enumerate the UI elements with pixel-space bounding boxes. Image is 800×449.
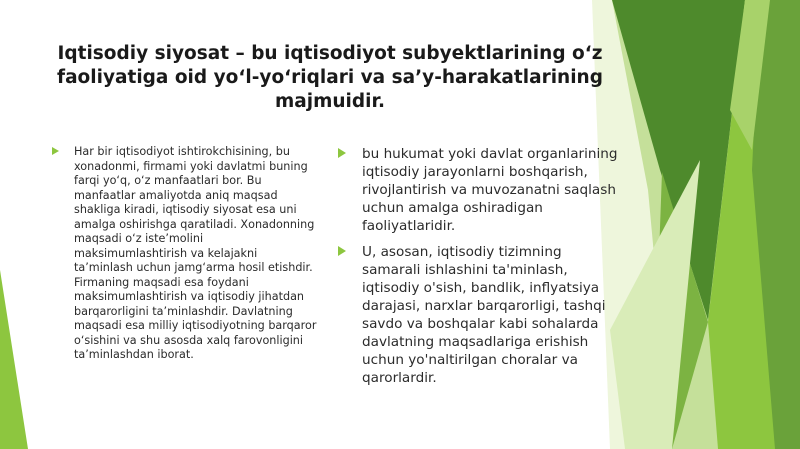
left-edge-facet <box>0 270 28 449</box>
slide-title: Iqtisodiy siyosat – bu iqtisodiyot subyektlarining o‘z faoliyatiga oid yo‘l-yo‘riqlari va sa’y-harakatlarining majmuidir. <box>57 43 603 112</box>
right-bullet-list <box>338 145 618 395</box>
right-bullet-text: bu hukumat yoki davlat organlarining iqtisodiy jarayonlarni boshqarish, rivojlantirish va muvozanatni saqlash uchun amalga oshiradigan faoliyatlaridir. <box>362 146 618 234</box>
triangle-bullet-icon <box>338 148 346 158</box>
right-bullet-item-purpose <box>338 243 618 387</box>
left-bullet-list <box>52 145 317 363</box>
left-bullet-text: Har bir iqtisodiyot ishtirokchisining, bu xonadonmi, firmami yoki davlatmi buning farqi yo‘q, o‘z manfaatlari bor. Bu manfaatlar amaliyotda aniq maqsad shakliga kiradi, iqtisodiy siyosat esa uni amalga oshirishga qaratiladi. Xonadonning maqsadi o‘z iste’molini maksimumlashtirish va kelajakni ta’minlash uchun jamg‘arma hosil etishdir. Firmaning maqsadi esa foydani maksimumlashtirish va iqtisodiy jihatdan barqarorligini ta’minlashdir. Davlatning maqsadi esa milliy iqtisodiyotning barqaror o‘sishini va shu asosda xalq farovonligini ta’minlashdan iborat. <box>74 145 317 361</box>
right-bullet-text: U, asosan, iqtisodiy tizimning samarali ishlashini ta'minlash, iqtisodiy o'sish, bandlik, inflyatsiya darajasi, narxlar barqarorligi, tashqi savdo va boshqalar kabi sohalarda davlatning maqsadlariga erishish uchun yo'naltirilgan choralar va qarorlardir. <box>362 244 606 386</box>
left-bullet-item <box>52 145 317 363</box>
right-bullet-item-definition <box>338 145 618 235</box>
triangle-bullet-icon <box>338 246 346 256</box>
triangle-bullet-icon <box>52 147 59 155</box>
